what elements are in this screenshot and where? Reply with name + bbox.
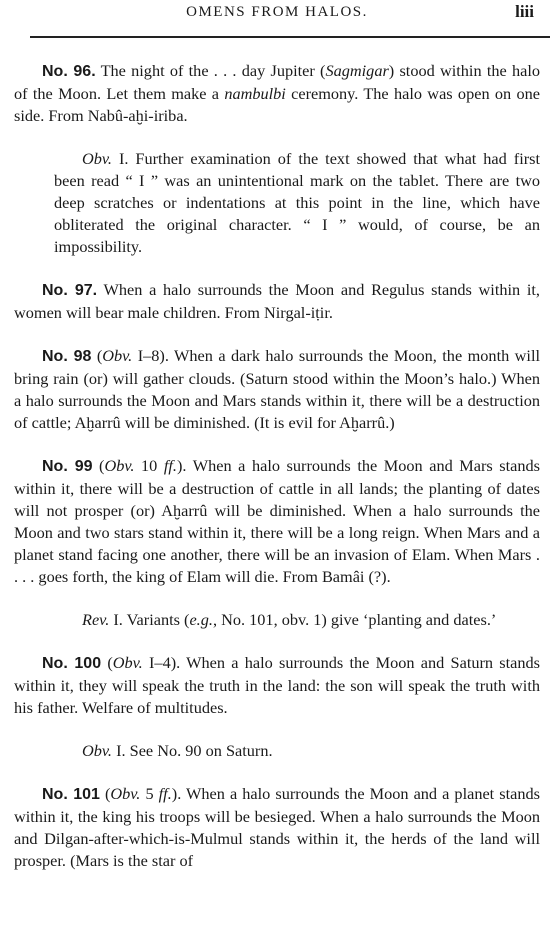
note-no-100: Obv. I. See No. 90 on Saturn.: [82, 741, 273, 760]
entry-number: No. 96.: [42, 63, 96, 80]
note-no-96: Obv. I. Further examination of the text showed that what had first been read “ I ” was an unintentional mark on the tablet. There are two deep scratches or indentations at this point in the line, which have obliterated the original character. “ I ” would, of course, be an impossibility.: [54, 149, 540, 256]
entry-number: No. 99: [42, 458, 93, 475]
entry-number: No. 97.: [42, 282, 98, 299]
entry-no-98: No. 98 (Obv. I–8). When a dark halo surrounds the Moon, the month will bring rain (or) will gather clouds. (Saturn stood within the Moon’s halo.) When a halo surrounds the Moon and Mars stands within it, there will be a destruction of cattle; Aḫarrû will be diminished. (It is evil for Aḫarrû.): [14, 346, 540, 432]
entry-number: No. 98: [42, 348, 92, 365]
entry-no-100: No. 100 (Obv. I–4). When a halo surrounds the Moon and Saturn stands within it, they will speak the truth in the land: the son will speak the truth with his father. Welfare of multitudes.: [14, 653, 540, 717]
entry-no-97: No. 97. When a halo surrounds the Moon and Regulus stands within it, women will bear male children. From Nirgal-iṭir.: [14, 280, 540, 322]
running-title: OMENS FROM HALOS.: [186, 4, 368, 20]
page-number: liii: [515, 2, 534, 21]
entry-no-101: No. 101 (Obv. 5 ff.). When a halo surrounds the Moon and a planet stands within it, the king his troops will be besieged. When a halo surrounds the Moon and Dilgan-after-which-is-Mulmul stands within it, the herds of the land will prosper. (Mars is the star of: [14, 784, 540, 870]
entry-number: No. 101: [42, 786, 100, 803]
entry-no-96: No. 96. The night of the . . . day Jupiter (Sagmigar) stood within the halo of the Moon. Let them make a nambulbi ceremony. The halo was open on one side. From Nabû-aḫi-iriba.: [14, 61, 540, 125]
note-ref: Obv.: [82, 741, 112, 760]
entry-number: No. 100: [42, 655, 102, 672]
entry-no-99: No. 99 (Obv. 10 ff.). When a halo surrounds the Moon and Mars stands within it, there will be a destruction of cattle in all lands; the planting of dates will not prosper (or) Aḫarrû will be diminished. When a halo surrounds the Moon and two stars stand within it, there will be a long reign. When Mars and a planet stand facing one another, there will be an invasion of Elam. When Mars . . . . goes forth, the king of Elam will die. From Bamâi (?).: [14, 456, 540, 586]
note-ref: Obv.: [82, 149, 112, 168]
page-header: [14, 0, 540, 28]
note-no-99: Rev. I. Variants (e.g., No. 101, obv. 1) give ‘planting and dates.’: [82, 610, 497, 629]
note-ref: Rev.: [82, 610, 110, 629]
header-rule: [30, 36, 550, 38]
